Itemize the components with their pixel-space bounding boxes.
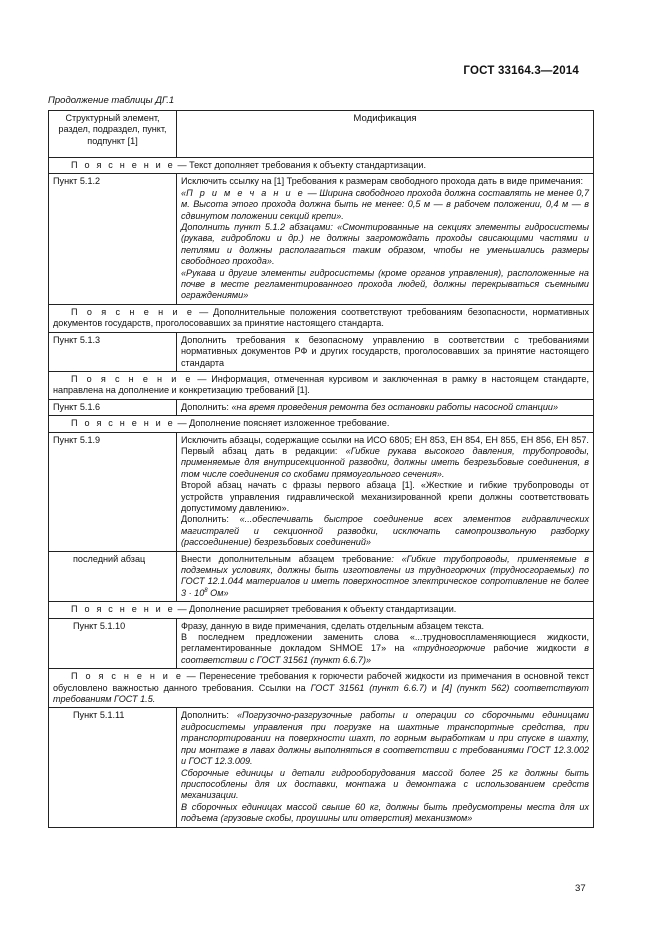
quote-open: « xyxy=(181,187,187,198)
modification-text: рабочие жидкости xyxy=(485,643,585,654)
modification-text: Дополнить: xyxy=(181,514,240,525)
element-cell: последний абзац xyxy=(49,551,177,602)
modification-text-italic: в соответствии с ГОСТ 31561 (пункт 6.6.7)» xyxy=(181,643,589,665)
modification-cell xyxy=(177,174,594,304)
note-text: — Дополнение расширяет требования к объекту стандартизации. xyxy=(174,604,457,615)
note-text-italic: [4] (пункт 562) соответствуют требованиям ГОСТ 1.5. xyxy=(53,682,589,705)
modification-cell: Дополнить требования к безопасному управлению в соответствии с требованиями нормативных документов РФ и других государств, проголосовавших за принятие настоящего стандарта xyxy=(177,332,594,371)
table-row xyxy=(49,332,594,371)
modification-text-italic: «на время проведения ремонта без остановки работы насосной станции» xyxy=(231,401,559,412)
modification-text-italic: Ом» xyxy=(207,587,229,598)
table-row xyxy=(49,708,594,827)
modification-cell xyxy=(177,618,594,669)
note-text: — Дополнительные положения соответствуют требованиям безопасности, нормативных документов государств, проголосовавших за принятие настоящего стандарта. xyxy=(53,306,589,329)
modification-text: Дополнить: xyxy=(181,401,232,412)
modification-paragraph xyxy=(181,446,589,480)
note-text-italic: ГОСТ 31561 (пункт 6.6.7) xyxy=(310,682,427,693)
note-cell xyxy=(49,416,594,432)
modification-text-italic: «Гибкие рукава высокого давления, трубопроводы, применяемые для внутрисекционной разводки, должны иметь безрезьбовые соединения, в том числе соединения со скобами прямоугольного сечения». xyxy=(181,445,589,479)
note-label: П о я с н е н и е xyxy=(71,671,184,682)
modification-text: В последнем предложении заменить слова «...трудновоспламеняющиеся жидкости, регламентированные докладом SHMOE 17» на xyxy=(181,632,589,654)
note-label: П о я с н е н и е xyxy=(71,604,175,615)
note-cell xyxy=(49,669,594,708)
note-label: П о я с н е н и е xyxy=(71,160,175,170)
element-cell: Пункт 5.1.3 xyxy=(49,332,177,371)
modification-text: Дополнить: xyxy=(181,710,237,721)
element-cell: Пункт 5.1.11 xyxy=(49,708,177,827)
modification-paragraph: В сборочных единицах массой свыше 60 кг, должны быть предусмотрены места для их подъема (грузовые скобы, проушины или отверстия) механизмом» xyxy=(181,801,589,824)
modification-paragraph: Дополнить пункт 5.1.2 абзацами: «Смонтированные на секциях элементы гидросистемы (рукава, гидроблоки и др.) не должны загромождать проходы свисающими частями и петлями и должны располагаться таким образом, чтобы не уменьшались размеры свободного прохода». xyxy=(181,222,589,267)
table-caption: Продолжение таблицы ДГ.1 xyxy=(48,95,175,106)
modification-paragraph: «Рукава и другие элементы гидросистемы (кроме органов управления), расположенные на почве в месте регламентированного прохода людей, должны перекрываться съемными ограждениями» xyxy=(181,267,589,301)
note-text: — Перенесение требования к горючести рабочей жидкости из примечания в основной текст обусловлено важностью данного требования. Ссылки на xyxy=(53,671,589,693)
note-label: П о я с н е н и е xyxy=(71,306,195,317)
modification-cell xyxy=(177,708,594,827)
modification-paragraph: Исключить абзацы, содержащие ссылки на ИСО 6805; ЕН 853, ЕН 854, ЕН 855, ЕН 856, ЕН 857. xyxy=(181,434,589,445)
column-header-element: Структурный элемент, раздел, подраздел, пункт, подпункт [1] xyxy=(49,111,177,158)
modification-paragraph xyxy=(181,632,589,666)
table-row xyxy=(49,399,594,415)
table-row xyxy=(49,551,594,602)
note-row xyxy=(49,669,594,708)
modification-text: — Ширина свободного прохода должна составлять не менее 0,7 м. Высота этого прохода должна быть не менее: 0,5 м — в рабочем положении, 0,4 м — в сдвинутом положении секций крепи». xyxy=(181,187,589,221)
note-row xyxy=(49,371,594,399)
note-cell xyxy=(49,304,594,332)
modification-text: Первый абзац дать в редакции: xyxy=(181,445,346,456)
modification-paragraph: Исключить ссылку на [1] Требования к размерам свободного прохода дать в виде примечания: xyxy=(181,176,584,187)
modification-text: Внести дополнительным абзацем требование xyxy=(181,553,392,564)
note-row xyxy=(49,158,594,174)
modification-paragraph: Второй абзац начать с фразы первого абзаца [1]. «Жесткие и гибкие трубопроводы от устройств управления гидравлической механизированной крепи должны соответствовать допустимому давлению». xyxy=(181,480,589,513)
note-row xyxy=(49,416,594,432)
modification-paragraph: Фразу, данную в виде примечания, сделать отдельным абзацем текста. xyxy=(181,620,485,631)
column-header-modification: Модификация xyxy=(177,111,594,158)
note-label: П о я с н е н и е xyxy=(71,418,175,429)
document-code-header: ГОСТ 33164.3—2014 xyxy=(463,65,579,77)
table-row xyxy=(49,432,594,551)
modification-cell xyxy=(177,399,594,415)
modification-paragraph xyxy=(181,188,589,222)
page-number: 37 xyxy=(575,883,586,894)
element-cell: Пункт 5.1.9 xyxy=(49,432,177,551)
note-cell xyxy=(49,158,594,174)
modification-paragraph: Сборочные единицы и детали гидрооборудования массой более 25 кг должны быть приспособлены для их доставки, монтажа и демонтажа с использованием средств механизации. xyxy=(181,767,589,801)
modification-text-italic: «трудногорючие xyxy=(412,643,486,654)
note-text: — Дополнение поясняет изложенное требование. xyxy=(174,418,390,429)
note-text: — Текст дополняет требования к объекту стандартизации. xyxy=(174,160,427,170)
note-row xyxy=(49,602,594,618)
modification-cell xyxy=(177,432,594,551)
table-row xyxy=(49,174,594,304)
note-cell xyxy=(49,371,594,399)
modification-paragraph xyxy=(181,514,589,548)
note-label: П р и м е ч а н и е xyxy=(186,187,305,198)
modification-text-italic: «...обеспечивать быстрое соединение всех элементов гидравлических магистралей и секционной разводки, исключать самопроизвольную разборку (рассоединение) безрезьбовых соединений» xyxy=(181,514,589,548)
note-label: П о я с н е н и е xyxy=(71,373,193,384)
element-cell: Пункт 5.1.2 xyxy=(49,174,177,304)
element-cell: Пункт 5.1.10 xyxy=(49,618,177,669)
note-text: — Информация, отмеченная курсивом и заключенная в рамку в настоящем стандарте, направлена на дополнение и конкретизацию требований [1]. xyxy=(53,373,589,396)
note-cell xyxy=(49,602,594,618)
note-text: и xyxy=(426,682,442,693)
modification-table xyxy=(48,110,594,828)
modification-text-italic: «Погрузочно-разгрузочные работы и операции со сборочными единицами гидросистемы управления при погрузке на шахтные транспортные средства, при транспортировании на поверхности шахт, по горным выработкам и при спуске в шахту, при монтаже в лавах должны выполняться в соответствии с требованиями ГОСТ 12.3.002 и ГОСТ 12.3.009. xyxy=(181,710,589,767)
exponent: 8 xyxy=(204,587,208,594)
modification-cell xyxy=(177,551,594,602)
modification-text-italic: : «Гибкие трубопроводы, применяемые в подземных условиях, должны быть изготовлены из трудногорючих (трудносгораемых) по ГОСТ 12.1.044 материалов и иметь поверхностное электрическое сопротивление не более 3 · 10 xyxy=(181,553,589,598)
note-row xyxy=(49,304,594,332)
element-cell: Пункт 5.1.6 xyxy=(49,399,177,415)
table-row xyxy=(49,618,594,669)
table-header-row xyxy=(49,111,594,158)
modification-paragraph xyxy=(181,710,589,767)
